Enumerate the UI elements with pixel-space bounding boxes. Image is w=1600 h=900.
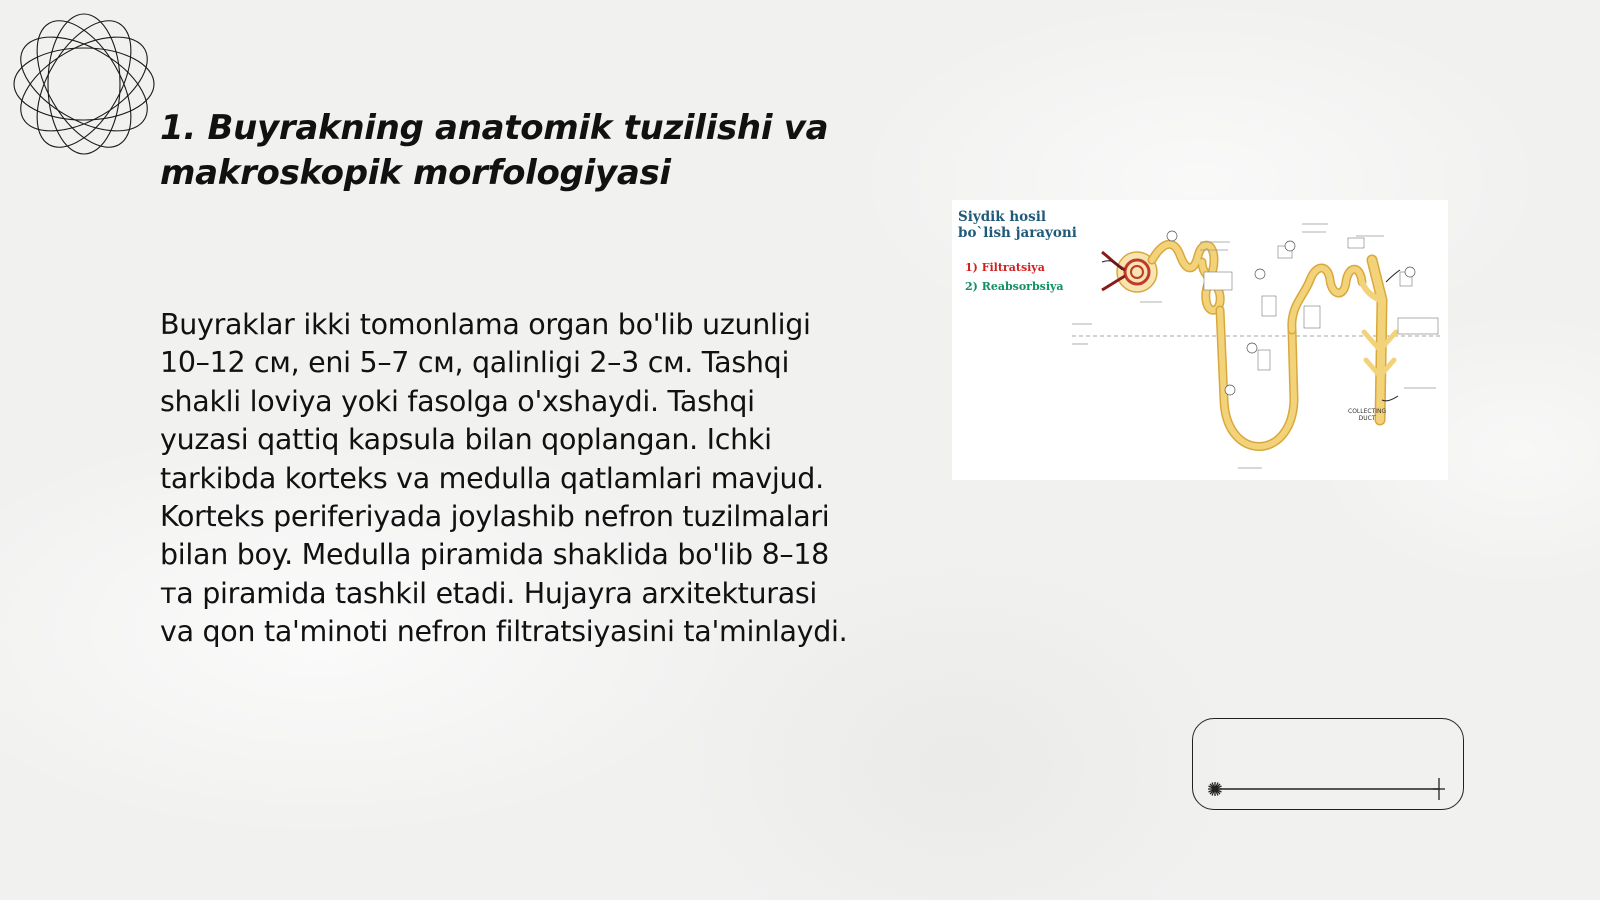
star-burst-icon (1208, 782, 1222, 796)
nephron-diagram (952, 200, 1448, 480)
body-text: Buyraklar ikki tomonlama organ bo'lib uzunligi 10–12 см, eni 5–7 см, qalinligi 2–3 см. Tashqi shakli loviya yoki fasolga o'xshaydi. Tashqi yuzasi qattiq kapsula bilan qoplangan. Ichki tarkibda korteks va medulla qatlamlari mavjud. Korteks periferiyada joylashib nefron tuzilmalari bilan boy. Medulla piramida shaklida bo'lib 8–18 та piramida tashkil etadi. Hujayra arxitekturasi va qon ta'minoti nefron filtratsiyasini ta'minlaydi. (160, 308, 848, 649)
diagram-step-filtration: 1) Filtratsiya (965, 261, 1045, 274)
diagram-label-collecting-line1: COLLECTING (1348, 408, 1387, 415)
diagram-title (958, 209, 1077, 241)
slide-title: 1. Buyrakning anatomik tuzilishi va makroskopik morfologiyasi (160, 108, 829, 193)
diagram-label-collecting-duct (1348, 408, 1386, 422)
timeline-line (1193, 719, 1465, 811)
nephron-illustration (952, 200, 1448, 480)
diagram-step-reabsorption: 2) Reabsorbsiya (965, 280, 1064, 293)
diagram-title-line2: bo`lish jarayoni (958, 225, 1077, 241)
diagram-title-line1: Siydik hosil (958, 209, 1047, 225)
timeline-decor-box (1192, 718, 1464, 810)
diagram-label-collecting-line2: DUCT (1358, 415, 1376, 422)
orbit-rings-icon (10, 10, 158, 158)
sparkle-plus-icon (1433, 778, 1445, 800)
